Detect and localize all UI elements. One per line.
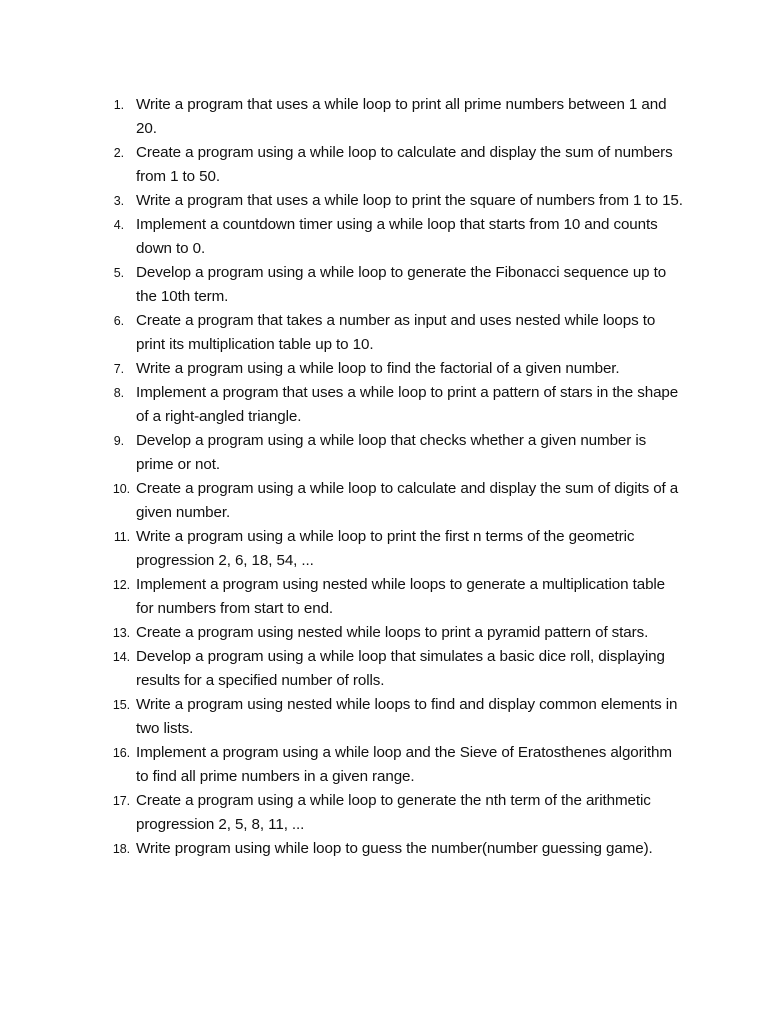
item-number: 16. [112,746,130,760]
item-text: Write a program using a while loop to print the first n terms of the geometric progression 2, 6, 18, 54, ... [136,528,635,569]
item-text: Write a program using nested while loops to find and display common elements in two lists. [136,696,678,737]
list-item [104,621,684,645]
item-number: 12. [112,578,130,592]
item-number: 6. [113,314,124,328]
list-item [104,477,684,525]
item-text: Create a program using a while loop to calculate and display the sum of digits of a given number. [136,480,679,521]
list-item [104,573,684,621]
list-item [104,93,684,141]
item-number: 13. [112,626,130,640]
item-number: 14. [112,650,130,664]
item-text: Implement a countdown timer using a while loop that starts from 10 and counts down to 0. [136,216,658,257]
item-number: 2. [113,146,124,160]
item-text: Implement a program using a while loop and the Sieve of Eratosthenes algorithm to find all prime numbers in a given range. [136,744,672,785]
list-item [104,357,684,381]
list-item [104,189,684,213]
list-item [104,645,684,693]
item-text: Implement a program that uses a while loop to print a pattern of stars in the shape of a right-angled triangle. [136,384,679,425]
item-text: Develop a program using a while loop that simulates a basic dice roll, displaying results for a specified number of rolls. [136,648,665,689]
item-number: 15. [112,698,130,712]
list-item [104,213,684,261]
item-number: 17. [112,794,130,808]
item-text: Create a program using nested while loops to print a pyramid pattern of stars. [136,624,649,641]
item-text: Create a program that takes a number as input and uses nested while loops to print its multiplication table up to 10. [136,312,656,353]
item-text: Write a program that uses a while loop to print all prime numbers between 1 and 20. [136,96,667,137]
list-item [104,309,684,357]
list-item [104,525,684,573]
item-text: Develop a program using a while loop that checks whether a given number is prime or not. [136,432,647,473]
item-text: Develop a program using a while loop to generate the Fibonacci sequence up to the 10th term. [136,264,667,305]
item-number: 11. [113,530,130,544]
item-number: 10. [112,482,130,496]
item-text: Create a program using a while loop to generate the nth term of the arithmetic progression 2, 5, 8, 11, ... [136,792,651,833]
list-item [104,141,684,189]
list-item [104,429,684,477]
item-number: 8. [113,386,124,400]
item-number: 9. [113,434,124,448]
list-item [104,693,684,741]
item-number: 4. [113,218,124,232]
list-item [104,837,684,861]
item-text: Write program using while loop to guess the number(number guessing game). [136,840,653,857]
item-text: Write a program that uses a while loop to print the square of numbers from 1 to 15. [136,192,683,209]
item-text: Implement a program using nested while loops to generate a multiplication table for numbers from start to end. [136,576,666,617]
list-item [104,261,684,309]
item-number: 7. [113,362,124,376]
item-number: 5. [113,266,124,280]
exercise-list [104,93,684,861]
item-number: 18. [112,842,130,856]
item-number: 1. [113,98,124,112]
item-text: Create a program using a while loop to calculate and display the sum of numbers from 1 to 50. [136,144,673,185]
list-item [104,789,684,837]
item-number: 3. [113,194,124,208]
item-text: Write a program using a while loop to find the factorial of a given number. [136,360,620,377]
list-item [104,741,684,789]
list-item [104,381,684,429]
